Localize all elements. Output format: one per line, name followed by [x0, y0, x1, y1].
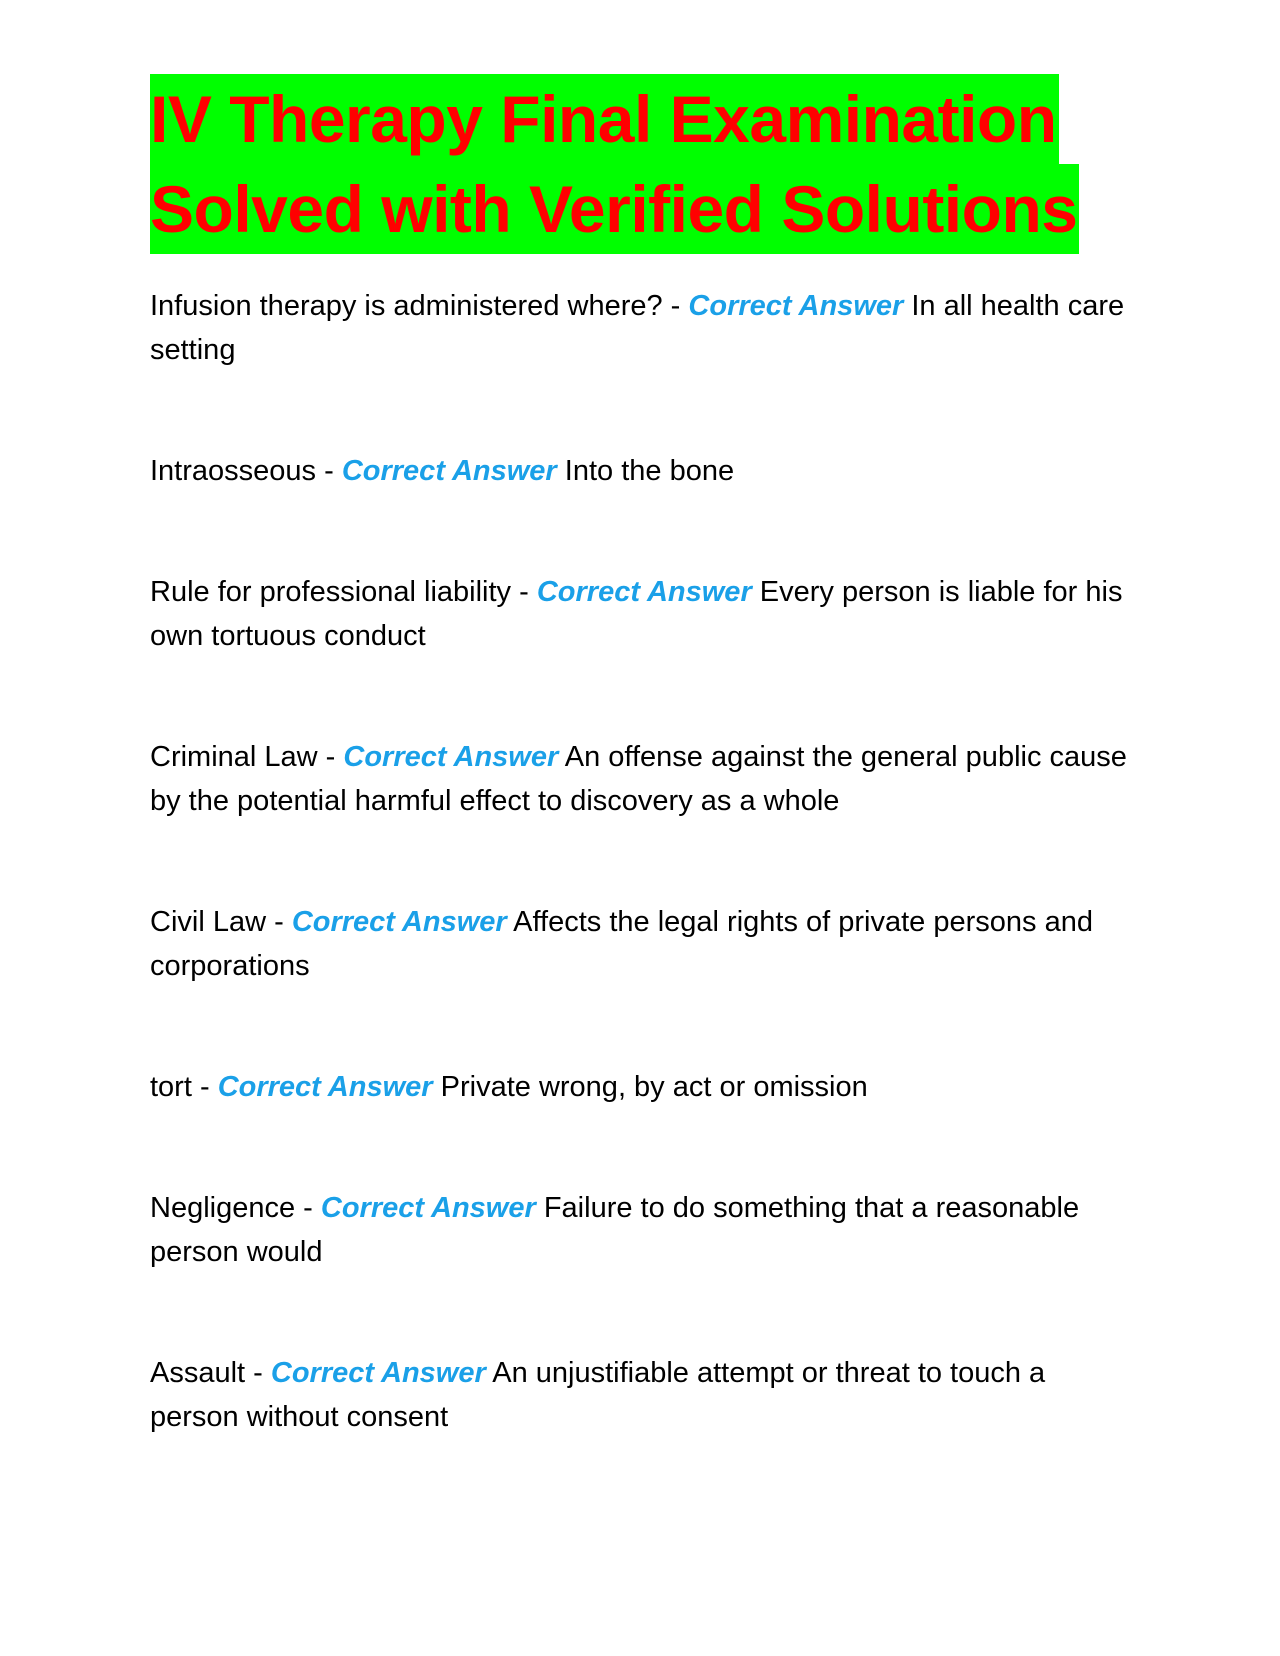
qa-separator: -	[316, 455, 342, 487]
qa-separator: -	[662, 290, 689, 322]
qa-item	[150, 735, 1140, 823]
qa-list	[150, 284, 1140, 1439]
qa-term: Rule for professional liability	[150, 576, 512, 608]
answer-label: Correct Answer	[320, 1192, 536, 1224]
qa-item	[150, 570, 1140, 658]
qa-term: Intraosseous	[150, 455, 317, 487]
answer-label: Correct Answer	[343, 741, 559, 773]
qa-term: Negligence	[150, 1192, 296, 1224]
title-line-2: Solved with Verified Solutions	[150, 164, 1079, 254]
qa-item	[150, 449, 1140, 493]
qa-separator: -	[511, 576, 537, 608]
answer-label: Correct Answer	[536, 576, 752, 608]
qa-item	[150, 900, 1140, 988]
qa-separator: -	[245, 1357, 271, 1389]
qa-separator: -	[317, 741, 344, 773]
qa-term: tort	[150, 1071, 192, 1103]
qa-definition: Every person is liable for his own tortuous conduct	[150, 576, 1123, 652]
qa-item	[150, 1351, 1140, 1439]
qa-item	[150, 1065, 1140, 1109]
qa-definition: An offense against the general public cause by the potential harmful effect to discovery as a whole	[150, 741, 1127, 817]
qa-separator: -	[266, 906, 292, 938]
document-page	[150, 74, 1140, 1516]
answer-label: Correct Answer	[270, 1357, 486, 1389]
qa-term: Civil Law	[150, 906, 267, 938]
answer-label: Correct Answer	[341, 455, 557, 487]
answer-label: Correct Answer	[217, 1071, 433, 1103]
answer-label: Correct Answer	[291, 906, 507, 938]
title-line-1: IV Therapy Final Examination	[150, 74, 1059, 164]
qa-definition: Failure to do something that a reasonable person would	[150, 1192, 1080, 1268]
qa-term: Criminal Law	[150, 741, 318, 773]
qa-definition: Affects the legal rights of private persons and corporations	[150, 906, 1093, 982]
qa-item	[150, 284, 1140, 372]
qa-separator: -	[191, 1071, 218, 1103]
qa-definition: In all health care setting	[150, 290, 1125, 366]
qa-item	[150, 1186, 1140, 1274]
qa-definition: An unjustifiable attempt or threat to touch a person without consent	[150, 1357, 1046, 1433]
qa-definition: Into the bone	[564, 455, 735, 487]
qa-separator: -	[295, 1192, 321, 1224]
document-title	[150, 74, 1140, 254]
qa-definition: Private wrong, by act or omission	[440, 1071, 868, 1103]
answer-label: Correct Answer	[688, 290, 904, 322]
qa-term: Infusion therapy is administered where?	[150, 290, 663, 322]
qa-term: Assault	[150, 1357, 246, 1389]
